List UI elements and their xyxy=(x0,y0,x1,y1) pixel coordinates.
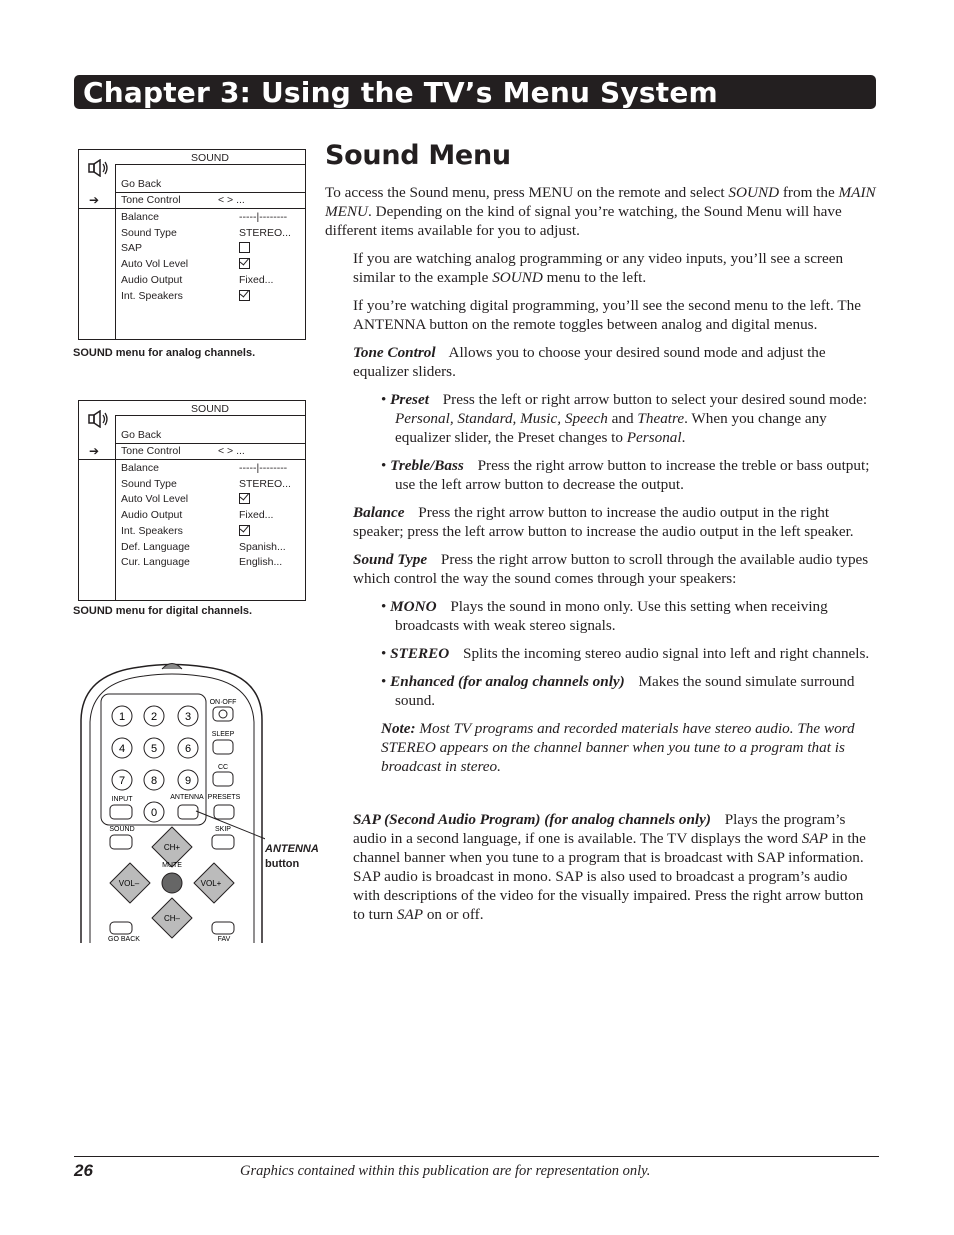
checkbox-checked-icon xyxy=(239,493,250,504)
bullet-stereo: • STEREO Splits the incoming stereo audio signal into left and right channels. xyxy=(381,645,870,662)
number-button-8[interactable] xyxy=(144,770,164,790)
divider xyxy=(115,459,305,460)
divider xyxy=(115,208,305,209)
paragraph: If you’re watching digital programming, you’ll see the second menu to the left. The ANTENNA button on the remote toggles between analog and digital menus. xyxy=(353,297,861,333)
checkbox-checked-icon xyxy=(239,525,250,536)
menu-item-label: Auto Vol Level xyxy=(121,258,189,271)
number-label: 9 xyxy=(184,775,192,787)
presets-label: PRESETS xyxy=(207,794,241,801)
menu-item-label: Audio Output xyxy=(121,509,183,522)
number-label: 8 xyxy=(150,775,158,787)
body-text xyxy=(325,183,878,933)
menu-title: SOUND xyxy=(191,152,229,164)
number-button-6[interactable] xyxy=(178,738,198,758)
menu-item-label: Audio Output xyxy=(121,273,183,286)
number-button-2[interactable] xyxy=(144,706,164,726)
menu-item-label: Sound Type xyxy=(121,226,177,239)
speaker-icon xyxy=(88,410,110,428)
number-button-7[interactable] xyxy=(112,770,132,790)
number-label: 2 xyxy=(150,711,158,723)
power-icon xyxy=(219,710,227,718)
checkbox-empty-icon xyxy=(239,242,250,253)
menu-item-tone-control[interactable] xyxy=(89,193,305,208)
skip-button[interactable] xyxy=(212,826,234,849)
ch-up-label: CH+ xyxy=(163,843,181,852)
number-label: 7 xyxy=(118,775,126,787)
checkbox-checked-icon xyxy=(239,258,250,269)
menu-item-label: Tone Control xyxy=(121,445,181,457)
sleep-label: SLEEP xyxy=(211,731,235,738)
number-button-0[interactable] xyxy=(144,802,164,822)
mute-label: MUTE xyxy=(162,862,182,869)
bullet-treble-bass: • Treble/Bass Press the right arrow button to increase the treble or bass output; use the left arrow button to decrease the output. xyxy=(381,457,870,493)
bullet-mono: • MONO Plays the sound in mono only. Use this setting when receiving broadcasts with weak stereo signals. xyxy=(381,598,828,634)
menu-item-label: Auto Vol Level xyxy=(121,493,189,506)
menu-item-value: Fixed... xyxy=(239,509,274,522)
remote-control xyxy=(80,660,265,945)
figure-caption: SOUND menu for analog channels. xyxy=(73,347,256,359)
arrow-right-icon: ➔ xyxy=(89,444,100,458)
number-label: 5 xyxy=(150,743,158,755)
number-label: 3 xyxy=(184,711,192,723)
paragraph-tone-control: Tone Control Allows you to choose your desired sound mode and adjust the equalizer sliders. xyxy=(353,344,826,380)
menu-item[interactable] xyxy=(121,273,301,288)
menu-item[interactable] xyxy=(121,540,301,555)
arrow-right-icon: ➔ xyxy=(89,193,100,207)
menu-item-label: Cur. Language xyxy=(121,556,190,569)
ch-down-label: CH– xyxy=(163,914,181,923)
menu-item-label: Tone Control xyxy=(121,194,181,206)
antenna-callout xyxy=(265,842,319,872)
checkbox-checked-icon xyxy=(239,290,250,301)
menu-item[interactable] xyxy=(121,477,301,492)
divider xyxy=(79,208,115,209)
chapter-title: Chapter 3: Using the TV’s Menu System xyxy=(83,76,718,109)
vol-down-label: VOL– xyxy=(118,879,140,888)
menu-item[interactable] xyxy=(121,210,301,225)
mute-button[interactable] xyxy=(162,873,182,893)
menu-item-label: Balance xyxy=(121,462,159,474)
menu-item[interactable] xyxy=(121,555,301,570)
menu-item-label: Go Back xyxy=(121,178,162,190)
menu-item[interactable] xyxy=(121,508,301,523)
menu-item[interactable] xyxy=(121,226,301,241)
checkbox-icon xyxy=(239,524,250,540)
sound-button[interactable] xyxy=(109,826,134,849)
input-label: INPUT xyxy=(111,796,133,803)
checkbox-icon xyxy=(239,492,250,508)
go-back-button[interactable] xyxy=(110,922,132,934)
fav-label: FAV xyxy=(217,936,231,943)
menu-item-value: Fixed... xyxy=(239,273,274,286)
callout-line2: button xyxy=(265,858,300,870)
footer-note: Graphics contained within this publication are for representation only. xyxy=(240,1163,651,1179)
number-button-9[interactable] xyxy=(178,770,198,790)
menu-item-value: < > ... xyxy=(218,194,245,206)
menu-item-value: STEREO... xyxy=(239,226,291,239)
number-button-4[interactable] xyxy=(112,738,132,758)
paragraph: To access the Sound menu, press MENU on the remote and select SOUND from the MAIN MENU. Depending on the kind of signal you’re watching, the Sound Menu will have different items available for you to adjust. xyxy=(325,184,876,239)
page-number: 26 xyxy=(74,1161,93,1180)
number-button-3[interactable] xyxy=(178,706,198,726)
menu-item-label: Sound Type xyxy=(121,477,177,490)
menu-item-label: Int. Speakers xyxy=(121,524,183,537)
section-title: Sound Menu xyxy=(325,140,511,171)
menu-item-value: < > ... xyxy=(218,445,245,457)
menu-item[interactable] xyxy=(121,524,301,539)
paragraph-sound-type: Sound Type Press the right arrow button to scroll through the available audio types which control the way the sound comes through your speakers: xyxy=(353,551,869,587)
menu-item-label: SAP xyxy=(121,242,143,255)
bullet-preset: • Preset Press the left or right arrow button to select your desired sound mode: Personal, Standard, Music, Speech and Theatre. When you change any equalizer slider, the Preset changes to Personal. xyxy=(381,391,868,446)
sleep-button[interactable] xyxy=(212,731,235,754)
presets-button[interactable] xyxy=(214,805,234,819)
menu-item-label: Int. Speakers xyxy=(121,289,183,302)
chapter-banner xyxy=(74,75,876,109)
sound-menu-analog xyxy=(78,149,306,340)
menu-item-go-back[interactable] xyxy=(115,177,305,193)
sound-label: SOUND xyxy=(109,826,135,833)
cc-label: CC xyxy=(217,764,229,771)
power-button[interactable] xyxy=(210,699,237,721)
menu-item-tone-control[interactable] xyxy=(89,444,305,459)
checkbox-icon xyxy=(239,289,250,305)
number-label: 0 xyxy=(150,807,158,819)
figure-caption: SOUND menu for digital channels. xyxy=(73,605,253,617)
power-label: ON·OFF xyxy=(209,699,237,706)
input-button[interactable] xyxy=(110,796,133,819)
menu-item[interactable] xyxy=(121,289,301,304)
note: Note: Most TV programs and recorded materials have stereo audio. The word STEREO appears on the channel banner when you tune to a program that is broadcast in stereo. xyxy=(381,720,855,775)
paragraph-balance: Balance Press the right arrow button to increase the audio output in the right speaker; press the left arrow button to increase the audio output in the left speaker. xyxy=(353,504,854,540)
number-label: 4 xyxy=(118,743,126,755)
menu-item[interactable] xyxy=(121,461,301,476)
checkbox-icon xyxy=(239,257,250,273)
bullet-enhanced: • Enhanced (for analog channels only) Makes the sound simulate surround sound. xyxy=(381,673,855,709)
number-label: 1 xyxy=(118,711,126,723)
fav-button[interactable] xyxy=(212,922,234,934)
menu-item-value: -----|-------- xyxy=(239,211,288,223)
number-button-1[interactable] xyxy=(112,706,132,726)
skip-label: SKIP xyxy=(215,826,231,833)
antenna-label: ANTENNA xyxy=(170,794,204,801)
number-label: 6 xyxy=(184,743,192,755)
cc-button[interactable] xyxy=(213,764,233,786)
menu-item-value: English... xyxy=(239,556,283,569)
footer-rule xyxy=(74,1156,879,1157)
menu-item[interactable] xyxy=(121,492,301,507)
menu-item-value: STEREO... xyxy=(239,477,291,490)
paragraph-sap: SAP (Second Audio Program) (for analog channels only) Plays the program’s audio in a second language, if one is available. The TV displays the word SAP in the channel banner when you tune to a program that is broadcast with SAP information. SAP audio is broadcast in mono. SAP is also used to broadcast a program’s audio with descriptions of the video for the visually impaired. Press the right arrow button to turn SAP on or off. xyxy=(353,811,866,923)
antenna-button[interactable] xyxy=(178,805,198,819)
menu-item-value: -----|-------- xyxy=(239,462,288,474)
menu-item-label: Balance xyxy=(121,211,159,223)
menu-item-label: Go Back xyxy=(121,429,162,441)
menu-title: SOUND xyxy=(191,403,229,415)
speaker-icon xyxy=(88,159,110,177)
menu-item[interactable] xyxy=(121,257,301,272)
number-button-5[interactable] xyxy=(144,738,164,758)
divider xyxy=(79,459,115,460)
go-back-label: GO BACK xyxy=(108,936,140,943)
menu-item[interactable] xyxy=(121,241,301,256)
menu-item-value: Spanish... xyxy=(239,540,286,553)
paragraph: If you are watching analog programming or any video inputs, you’ll see a screen similar to the example SOUND menu to the left. xyxy=(353,250,844,286)
callout-line1: ANTENNA xyxy=(265,843,319,855)
sound-menu-digital xyxy=(78,400,306,601)
vol-up-label: VOL+ xyxy=(200,879,222,888)
menu-item-go-back[interactable] xyxy=(115,428,305,444)
menu-item-label: Def. Language xyxy=(121,540,190,553)
